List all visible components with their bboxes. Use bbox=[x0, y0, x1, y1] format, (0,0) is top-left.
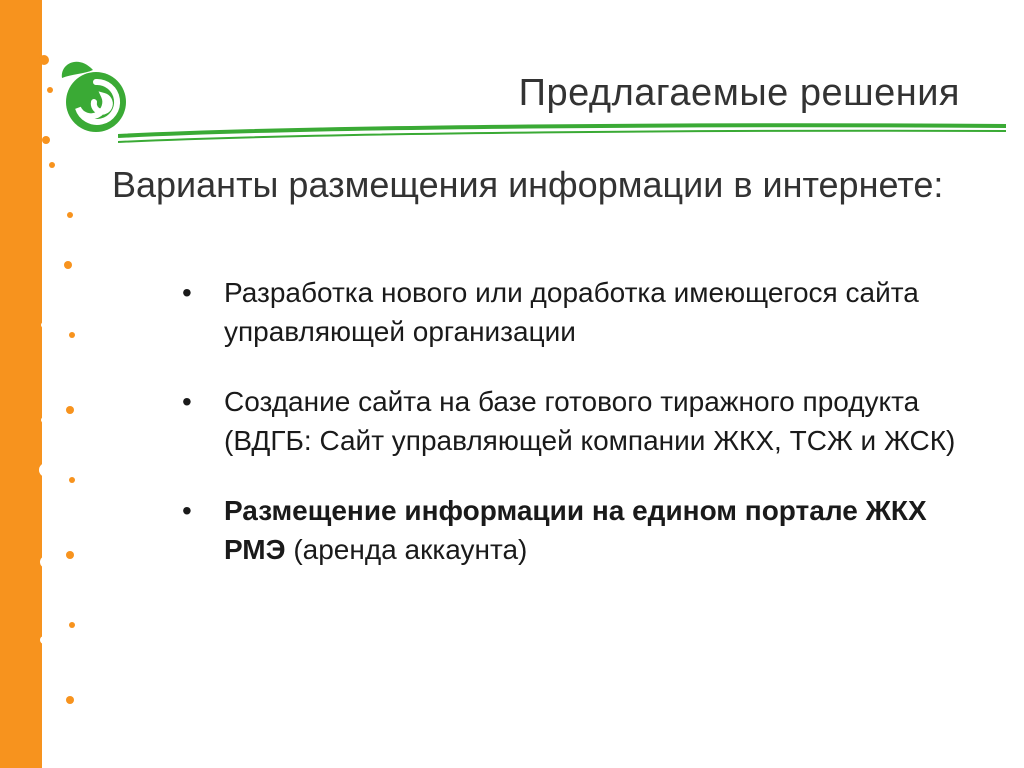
bullet-item bbox=[182, 273, 982, 351]
bullet-text: Создание сайта на базе готового тиражного продукта (ВДГБ: Сайт управляющей компании ЖКХ, ТСЖ и ЖСК) bbox=[224, 386, 956, 456]
bullet-text: (аренда аккаунта) bbox=[285, 534, 528, 565]
bullet-marker: • bbox=[182, 277, 192, 308]
bullet-marker: • bbox=[182, 495, 192, 526]
slide-subtitle: Варианты размещения информации в интернете: bbox=[112, 164, 944, 205]
bullet-item bbox=[182, 491, 982, 569]
bullet-list bbox=[182, 273, 982, 600]
bullet-marker: • bbox=[182, 386, 192, 417]
bullet-text-bold: Размещение информации на едином портале ЖКХ РМЭ bbox=[224, 495, 927, 565]
bullet-text: Разработка нового или доработка имеющегося сайта управляющей организации bbox=[224, 277, 919, 347]
bullet-item bbox=[182, 382, 982, 460]
slide-title: Предлагаемые решения bbox=[518, 72, 960, 114]
title-underline bbox=[118, 118, 1008, 146]
